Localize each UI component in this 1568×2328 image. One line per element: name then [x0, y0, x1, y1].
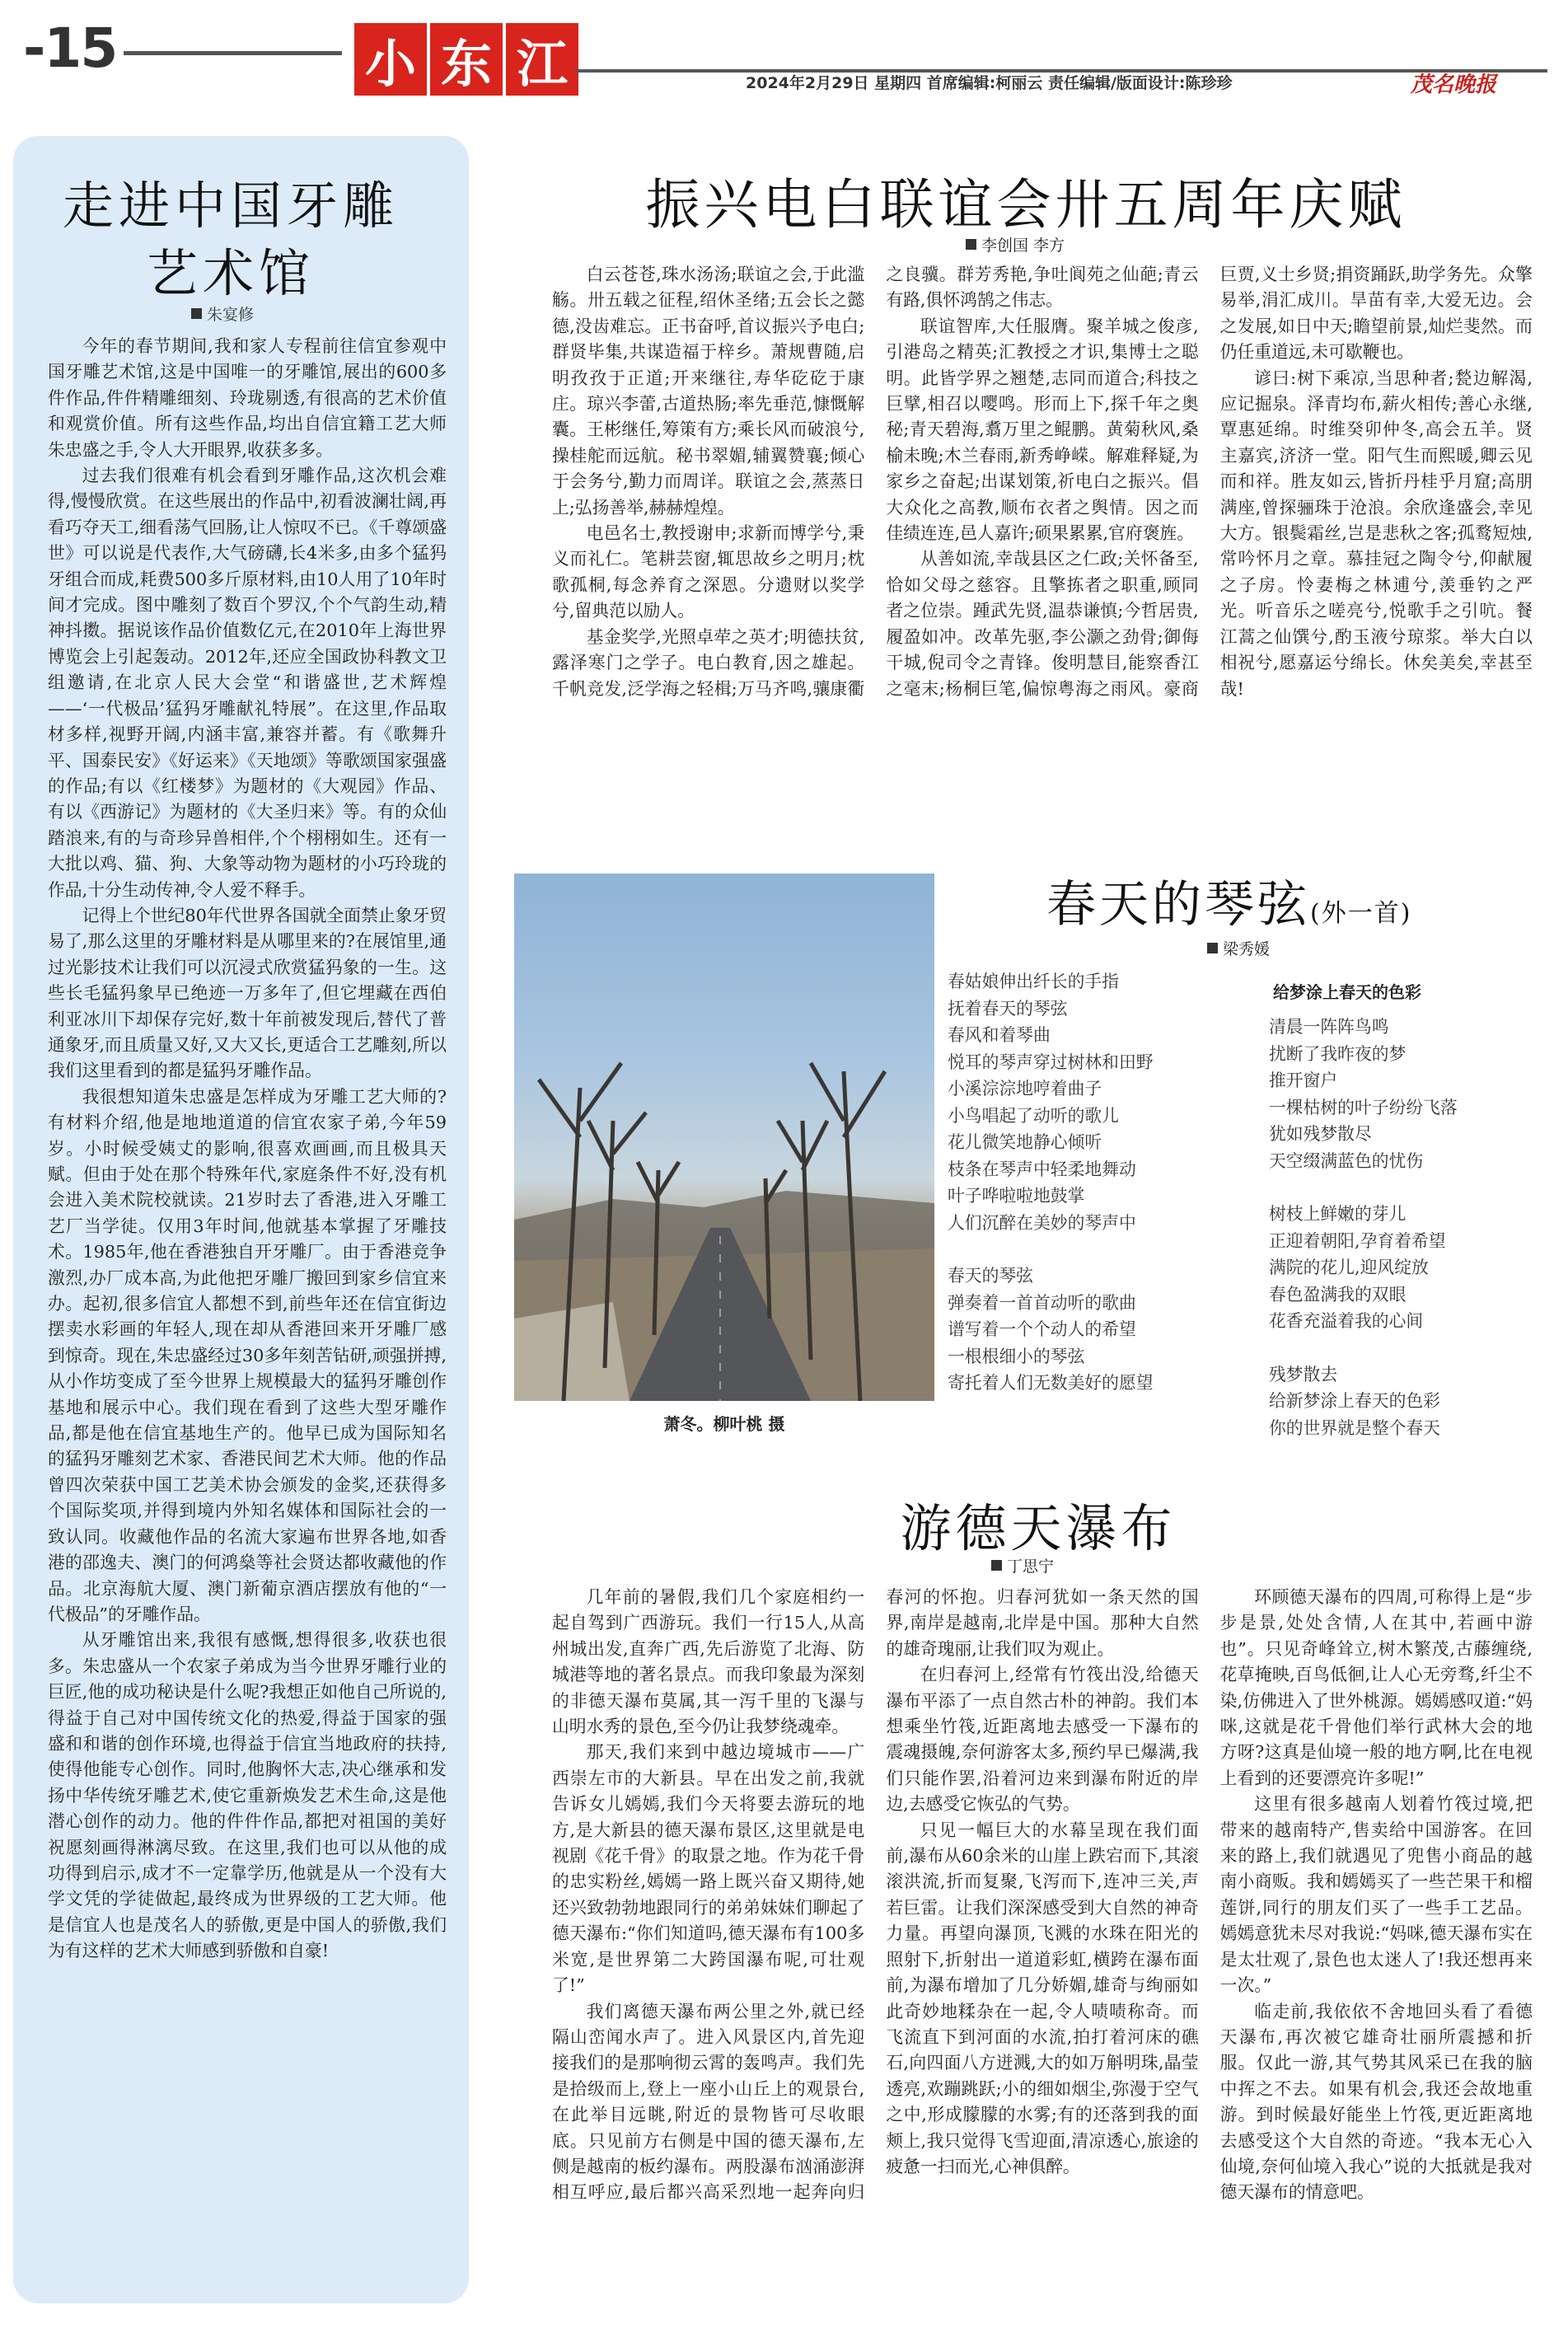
poem-line: 寄托着人们无数美好的愿望 — [948, 1373, 1154, 1393]
section-char-3: 江 — [506, 23, 578, 96]
paragraph: 记得上个世纪80年代世界各国就全面禁止象牙贸易了,那么这里的牙雕材料是从哪里来的?在展馆里,通过光影技术让我们可以沉浸式欣赏猛犸象的一生。这些长毛猛犸象早已绝迹一万多年了,但它埋藏在西伯利亚冰川下却保存完好,数十年前被发现后,替代了普通象牙,而且质量又好,又大又长,更适合工艺雕刻,所以我们这里看到的都是猛犸牙雕作品。 — [48, 905, 447, 1081]
paragraph: 这里有很多越南人划着竹筏过境,把带来的越南特产,售卖给中国游客。在回来的路上,我们就遇见了兜售小商品的越南小商贩。我和嫣嫣买了一些芒果干和榴莲饼,同行的朋友们买了一些手工艺品。嫣嫣意犹未尽对我说:“妈咪,德天瀑布实在是太壮观了,景色也太迷人了!我还想再来一次。” — [1219, 1794, 1533, 1996]
poem-line: 人们沉醉在美妙的琴声中 — [948, 1212, 1136, 1233]
poem-line: 扰断了我昨夜的梦 — [1269, 1043, 1407, 1064]
poem-line: 谱写着一个个动人的希望 — [948, 1319, 1136, 1339]
sidebar-author-name: 朱宴修 — [207, 306, 255, 324]
poem-line: 犹如残梦散尽 — [1269, 1124, 1372, 1144]
poem-line: 满院的花儿,迎风绽放 — [1269, 1258, 1429, 1277]
poem-line: 悦耳的琴声穿过树林和田野 — [948, 1052, 1154, 1072]
article1-author-name: 李创国 李方 — [981, 237, 1065, 255]
newspaper-logo: 茂名晚报 — [1411, 73, 1497, 97]
poem-line: 一根根细小的琴弦 — [948, 1346, 1085, 1366]
poem-title-suffix: (外一首) — [1310, 899, 1412, 928]
article1-author — [966, 233, 1065, 255]
poem-line: 小溪淙淙地哼着曲子 — [948, 1079, 1102, 1098]
sidebar-article-body — [48, 334, 447, 1965]
poem-line: 花儿微笑地静心倾听 — [948, 1132, 1102, 1152]
article3-author — [991, 1554, 1054, 1576]
section-char-2: 东 — [430, 23, 503, 96]
paragraph: 电邑名士,教授谢申;求新而博学兮,秉义而礼仁。笔耕芸窗,辄思故乡之明月;枕歌孤桐,每念养育之深恩。分遗财以奖学兮,留典范以励人。 — [552, 523, 865, 621]
article3-title: 游德天瀑布 — [900, 1498, 1177, 1558]
poem-line: 小鸟唱起了动听的歌儿 — [948, 1105, 1119, 1126]
header-rule-left — [124, 51, 342, 55]
paragraph: 临走前,我依依不舍地回头看了看德天瀑布,再次被它雄奇壮丽所震撼和折服。仅此一游,其气势其风采已在我的脑中挥之不去。如果有机会,我还会故地重游。到时候最好能坐上竹筏,更近距离地去感受这个大自然的奇迹。“我本无心入仙境,奈何仙境入我心”说的大抵就是我对德天瀑布的情意吧。 — [1219, 2001, 1533, 2203]
poem-line: 一棵枯树的叶子纷纷飞落 — [1269, 1097, 1458, 1117]
paragraph: 那天,我们来到中越边境城市——广西崇左市的大新县。早在出发之前,我就告诉女儿嫣嫣,我们今天将要去游玩的地方,是大新县的德天瀑布景区,这里就是电视剧《花千骨》的取景之地。作为花千骨的忠实粉丝,嫣嫣一路上既兴奋又期待,她还兴致勃勃地跟同行的弟弟妹妹们聊起了德天瀑布:“你们知道吗,德天瀑布有100多米宽,是世界第二大跨国瀑布呢,可壮观了!” — [552, 1742, 865, 1996]
sidebar-author — [191, 302, 254, 325]
poem-line: 树枝上鲜嫩的芽儿 — [1269, 1204, 1407, 1224]
poem-line: 枝条在琴声中轻柔地舞动 — [948, 1159, 1136, 1179]
poem-line: 天空缀满蓝色的忧伤 — [1269, 1150, 1424, 1171]
section-char-1: 小 — [354, 23, 427, 96]
poem-article-title — [1046, 865, 1411, 936]
poem-author — [1207, 937, 1270, 959]
article1-title: 振兴电白联谊会卅五周年庆赋 — [645, 173, 1407, 237]
byline-square-icon — [1207, 943, 1218, 953]
poem-line: 清晨一阵阵鸟鸣 — [1269, 1017, 1389, 1037]
paragraph: 几年前的暑假,我们几个家庭相约一起自驾到广西游玩。我们一行15人,从高州城出发,直奔广西,先后游览了北海、防城港等地的著名景点。而我印象最为深刻的非德天瀑布莫属,其一泻千里的飞瀑与山明水秀的景色,至今仍让我梦绕魂牵。 — [552, 1587, 865, 1737]
winter-road-photo — [514, 874, 934, 1401]
poem-line: 春色盈满我的双眼 — [1269, 1284, 1407, 1305]
article3-author-name: 丁思宁 — [1007, 1557, 1055, 1576]
poem-line: 叶子哗啦啦地鼓掌 — [948, 1186, 1085, 1206]
poem2-lines — [1269, 1014, 1533, 1441]
poem1-lines — [948, 968, 1261, 1397]
photo-illustration — [514, 874, 934, 1401]
paragraph: 我很想知道朱忠盛是怎样成为牙雕工艺大师的?有材料介绍,他是地地道道的信宜农家子弟,今年59岁。小时候受姨丈的影响,很喜欢画画,而且极具天赋。但由于处在那个特殊年代,家庭条件不好,没有机会进入美术院校就读。21岁时去了香港,进入牙雕工艺厂当学徒。仅用3年时间,他就基本掌握了牙雕技术。1985年,他在香港独自开牙雕厂。由于香港竞争激烈,办厂成本高,为此他把牙雕厂搬回到家乡信宜来办。起初,很多信宜人都想不到,前些年还在信宜街边摆卖水彩画的年轻人,现在却从香港回来开牙雕厂感到惊奇。现在,朱忠盛经过30多年刻苦钻研,顽强拼搏,从小作坊变成了至今世界上规模最大的猛犸牙雕创作基地和展示中心。我们现在看到了这些大型牙雕作品,都是他在信宜基地生产的。他早已成为国际知名的猛犸牙雕刻艺术家、香港民间艺术大师。他的作品曾四次荣获中国工艺美术协会颁发的金奖,还获得多个国际奖项,并得到境内外知名媒体和国际社会的一致认同。收藏他作品的名流大家遍布世界各地,如香港的邵逸夫、澳门的何鸿燊等社会贤达都收藏他的作品。北京海航大厦、澳门新葡京酒店摆放有他的“一代极品”的牙雕作品。 — [48, 1086, 447, 1624]
byline-square-icon — [191, 308, 202, 319]
poem-line: 你的世界就是整个春天 — [1269, 1417, 1440, 1438]
poem-line: 春姑娘伸出纤长的手指 — [948, 972, 1119, 991]
stanza-gap — [1269, 1335, 1533, 1361]
paragraph: 谚曰:树下乘凉,当思种者;甃边解渴,应记掘泉。泽青均布,薪火相传;善心永继,覃惠延绵。时维癸卯仲冬,高会五羊。贤主嘉宾,济济一堂。阳气生而熙暖,卿云见而和祥。胜友如云,皆折丹桂乎月窟;高朋满座,曾探骊珠于沧浪。余欣逢盛会,幸见大方。银鬓霜丝,岂是悲秋之客;孤鹜短烛,常吟怀月之章。慕挂冠之陶令兮,仰献履之子房。怜妻梅之林逋兮,羡垂钓之严光。听音乐之嗟亮兮,悦歌手之引吭。餐江蒿之仙馔兮,酌玉液兮琼浆。举大白以相祝兮,愿嘉运兮绵长。休矣美矣,幸甚至哉! — [1219, 368, 1533, 699]
paragraph: 从善如流,幸哉县区之仁政;关怀备至,恰如父母之慈容。且擎拣者之职重,顾同者之位崇。踵武先贤,温恭谦慎;今哲居贵,履盈如冲。改革先驱,李公灏之劲骨;御侮干城,倪司令之青锋。俊明慧目,能察香江之毫末;杨桐巨笔,偏惊粤海之雨风。豪商巨贾,义士乡贤;捐资踊跃,助学务先。众擎易举,涓汇成川。旱苗有幸,大爱无边。会之发展,如日中天;瞻望前景,灿烂斐然。而仍任重道远,未可歇鞭也。 — [886, 265, 1533, 699]
paragraph: 基金奖学,光照卓荦之英才;明德扶贫,露泽寒门之学子。电白教育,因之雄起。千帆竞发,泛学海之轻楫;万马齐鸣,骧康衢之良骥。群芳秀艳,争吐阆苑之仙葩;青云有路,俱怀鸿鹄之伟志。 — [552, 265, 1199, 699]
stanza-gap — [1269, 1174, 1533, 1201]
page-number: -15 — [23, 16, 117, 80]
poem-author-name: 梁秀媛 — [1223, 940, 1271, 958]
paragraph: 白云苍苍,珠水汤汤;联谊之会,于此滥觞。卅五载之征程,绍休圣绪;五会长之懿德,没齿难忘。正书奋呼,首议振兴予电白;群贤毕集,共谋造福于梓乡。萧规曹随,启明孜孜于正道;开来继往,寿华矻矻于康庄。琼兴李蕾,古道热肠;率先垂范,慷慨解囊。王彬继任,筹策有方;乘长风而破浪兮,操桂舵而远航。秘书翠媚,辅翼赞襄;倾心于会务兮,勤力而周详。联谊之会,蒸蒸日上;弘扬善举,赫赫煌煌。 — [552, 265, 865, 518]
article3-body — [552, 1585, 1533, 2293]
poem-line: 给新梦涂上春天的色彩 — [1269, 1391, 1440, 1411]
paragraph: 过去我们很难有机会看到牙雕作品,这次机会难得,慢慢欣赏。在这些展出的作品中,初看波澜壮阔,再看巧夺天工,细看荡气回肠,让人惊叹不已。《千尊颂盛世》可以说是代表作,大气磅礴,长4米多,由多个猛犸牙组合而成,耗费500多斤原材料,由10人用了10年时间才完成。图中雕刻了数百个罗汉,个个气韵生动,精神抖擞。据说该作品价值数亿元,在2010年上海世界博览会上引起轰动。2012年,还应全国政协科教文卫组邀请,在北京人民大会堂“和谐盛世,艺术辉煌——‘一代极品’猛犸牙雕献礼特展”。在这里,作品取材多样,视野开阔,内涵丰富,兼容并蓄。有《歌舞升平、国泰民安》《好运来》《天地颂》等歌颂国家强盛的作品;有以《红楼梦》为题材的《大观园》作品、有以《西游记》为题材的《大圣归来》等。有的众仙踏浪来,有的与奇珍异兽相伴,个个栩栩如生。还有一大批以鸡、猫、狗、大象等动物为题材的小巧玲珑的作品,十分生动传神,令人爱不释手。 — [48, 466, 447, 900]
poem2-title: 给梦涂上春天的色彩 — [1273, 982, 1421, 1002]
poem-line: 推开窗户 — [1269, 1070, 1338, 1090]
paragraph: 今年的春节期间,我和家人专程前往信宜参观中国牙雕艺术馆,这是中国唯一的牙雕馆,展出的600多件作品,件件精雕细刻、玲珑剔透,有很高的艺术价值和观赏价值。所有这些作品,均出自信宜籍工艺大师朱忠盛之手,令人大开眼界,收获多多。 — [48, 336, 447, 460]
poem-line: 弹奏着一首首动听的歌曲 — [948, 1292, 1136, 1313]
paragraph: 在归春河上,经常有竹筏出没,给德天瀑布平添了一点自然古朴的神韵。我们本想乘坐竹筏,近距离地去感受一下瀑布的震魂摄魄,奈何游客太多,预约早已爆满,我们只能作罢,沿着河边来到瀑布附近的岸边,去感受它恢弘的气势。 — [886, 1665, 1199, 1815]
sidebar-title-line1: 走进中国牙雕 — [62, 176, 399, 236]
poem-title-text: 春天的琴弦 — [1046, 876, 1310, 934]
paragraph: 我们离德天瀑布两公里之外,就已经隔山峦闻水声了。进入风景区内,首先迎接我们的是那响彻云霄的轰鸣声。我们先是拾级而上,登上一座小山丘上的观景台,在此举目远眺,附近的景物皆可尽收眼底。只见前方右侧是中国的德天瀑布,左侧是越南的板约瀑布。两股瀑布汹涌澎湃相互呼应,最后都兴高采烈地一起奔向归春河的怀抱。归春河犹如一条天然的国界,南岸是越南,北岸是中国。那种大自然的雄奇瑰丽,让我们叹为观止。 — [552, 1587, 1199, 2203]
paragraph: 只见一幅巨大的水幕呈现在我们面前,瀑布从60余米的山崖上跌宕而下,其滚滚洪流,折而复聚,飞泻而下,连冲三关,声若巨雷。让我们深深感受到大自然的神奇力量。再望向瀑顶,飞溅的水珠在阳光的照射下,折射出一道道彩虹,横跨在瀑布面前,为瀑布增加了几分娇媚,雄奇与绚丽如此奇妙地糅杂在一起,令人啧啧称奇。而飞流直下到河面的水流,拍打着河床的礁石,向四面八方迸溅,大的如万斛明珠,晶莹透亮,欢蹦跳跃;小的细如烟尘,弥漫于空气之中,形成朦朦的水雾;有的还落到我的面颊上,我只觉得飞雪迎面,清凉透心,旅途的疲惫一扫而光,心神俱醉。 — [886, 1820, 1199, 2176]
paragraph: 联谊智库,大任服膺。聚羊城之俊彦,引港岛之精英;汇教授之才识,集博士之聪明。此皆学界之翘楚,志同而道合;科技之巨擘,相召以嘤鸣。形而上下,探千年之奥秘;青天碧海,翥万里之鲲鹏。黄菊秋风,桑榆未晚;木兰春雨,新秀峥嵘。解难释疑,为家乡之奋起;出谋划策,祈电白之振兴。倡大众化之高教,顺布衣者之舆情。因之而佳绩连连,邑人嘉许;硕果累累,官府褒旌。 — [886, 316, 1199, 544]
poem-line: 春天的琴弦 — [948, 1266, 1033, 1286]
poem-line: 正迎着朝阳,孕育着希望 — [1269, 1230, 1446, 1251]
byline-square-icon — [966, 239, 976, 250]
photo-caption: 萧冬。柳叶桃 摄 — [663, 1414, 785, 1434]
paragraph: 从牙雕馆出来,我很有感慨,想得很多,收获也很多。朱忠盛从一个农家子弟成为当今世界牙雕行业的巨匠,他的成功秘诀是什么呢?我想正如他自己所说的,得益于自己对中国传统文化的热爱,得益于国家的强盛和和谐的创作环境,也得益于信宜当地政府的扶持,使得他能专心创作。同时,他胸怀大志,决心继承和发扬中华传统牙雕艺术,使它重新焕发艺术生命,这是他潜心创作的动力。他的件件作品,都把对祖国的美好祝愿刻画得淋漓尽致。在这里,我们也可以从他的成功得到启示,成才不一定靠学历,他就是从一个没有大学文凭的学徒做起,最终成为世界级的工艺大师。他是信宜人也是茂名人的骄傲,更是中国人的骄傲,我们为有这样的艺术大师感到骄傲和自豪! — [48, 1630, 447, 1961]
paragraph: 环顾德天瀑布的四周,可称得上是“步步是景,处处含情,人在其中,若画中游也”。只见奇峰耸立,树木繁茂,古藤缠绕,花草掩映,百鸟低徊,让人心无旁骛,纤尘不染,仿佛进入了世外桃源。嫣嫣感叹道:“妈咪,这就是花千骨他们举行武林大会的地方呀?这真是仙境一般的地方啊,比在电视上看到的还要漂亮许多呢!” — [1219, 1587, 1533, 1788]
article1-body — [552, 262, 1533, 798]
poem-line: 春风和着琴曲 — [948, 1025, 1051, 1045]
poem-line: 抚着春天的琴弦 — [948, 998, 1068, 1019]
byline-square-icon — [991, 1560, 1002, 1571]
poem-line: 残梦散去 — [1269, 1364, 1338, 1384]
dateline: 2024年2月29日 星期四 首席编辑:柯丽云 责任编辑/版面设计:陈珍珍 — [746, 74, 1233, 92]
stanza-gap — [948, 1236, 1261, 1262]
sidebar-title-line2: 艺术馆 — [146, 243, 315, 303]
poem-line: 花香充溢着我的心间 — [1269, 1311, 1424, 1331]
